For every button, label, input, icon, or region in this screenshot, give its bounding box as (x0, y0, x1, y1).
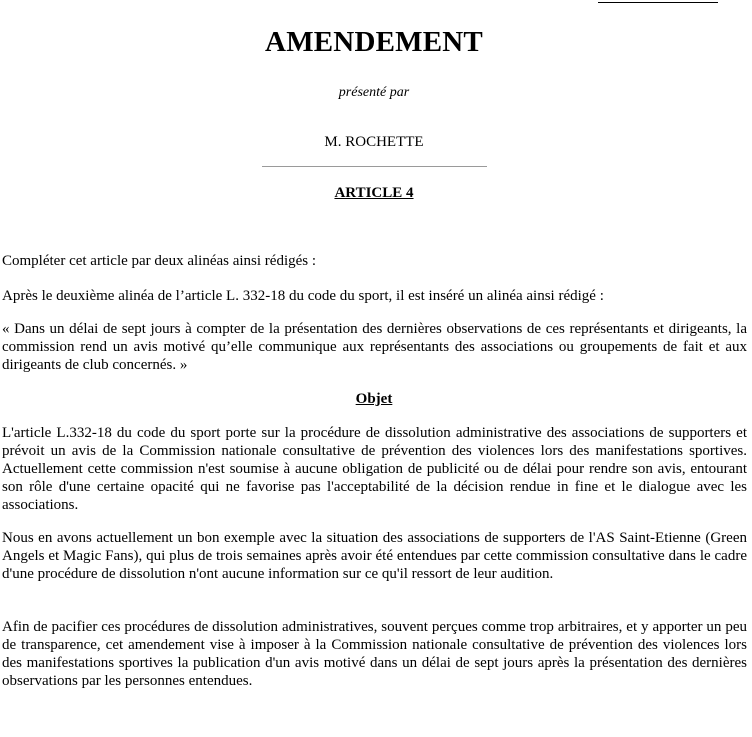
amendment-intro: Compléter cet article par deux alinéas ainsi rédigés : (2, 253, 317, 269)
objet-heading: Objet (355, 391, 393, 407)
header-divider (262, 166, 487, 167)
author-name: M. ROCHETTE (324, 134, 424, 150)
objet-paragraph: Nous en avons actuellement un bon exemple avec la situation des associations de supporters de l'AS Saint-Etienne (Green Angels et Magic Fans), qui plus de trois semaines après avoir été entendues par cette commission consultative dans le cadre d'une procédure de dissolution n'ont aucune information sur ce qu'il ressort de leur audition. (2, 530, 747, 582)
objet-paragraph: Afin de pacifier ces procédures de dissolution administratives, souvent perçues comme trop arbitraires, et y apporter un peu de transparence, cet amendement vise à imposer à la Commission nationale consultative de prévention des violences lors des manifestations sportives la publication d'un avis motivé dans un délai de sept jours après la présentation des dernières observations par les personnes entendues. (2, 619, 747, 689)
article-heading: ARTICLE 4 (334, 185, 414, 201)
amendment-quote: « Dans un délai de sept jours à compter de la présentation des dernières observations de ces représentants et dirigeants, la commission rend un avis motivé qu’elle communique aux représentants des associations ou groupements de fait et aux dirigeants de club concernés. » (2, 321, 747, 373)
presented-by-label: présenté par (338, 85, 410, 100)
top-rule (598, 2, 718, 3)
amendment-insertion: Après le deuxième alinéa de l’article L. 332-18 du code du sport, il est inséré un alinéa ainsi rédigé : (2, 288, 604, 304)
objet-paragraph: L'article L.332-18 du code du sport porte sur la procédure de dissolution administrative des associations de supporters et prévoit un avis de la Commission nationale consultative de prévention des violences lors des manifestations sportives. Actuellement cette commission n'est soumise à aucune obligation de publicité ou de délai pour rendre son avis, entourant son rôle d'une certaine opacité qui ne favorise pas l'acceptabilité de la décision rendue in fine et le dialogue avec les associations. (2, 425, 747, 513)
document-title: AMENDEMENT (265, 26, 483, 58)
